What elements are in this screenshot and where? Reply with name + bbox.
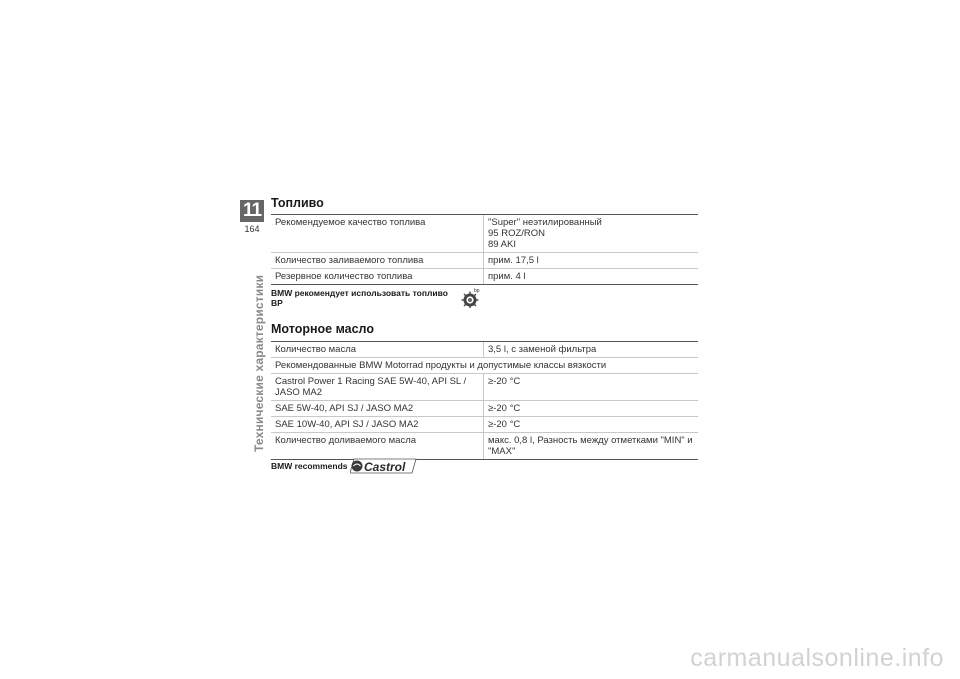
table-row bbox=[271, 417, 698, 433]
value-line: "Super" неэтилированный bbox=[488, 217, 602, 228]
castrol-logo-text: Castrol bbox=[364, 460, 406, 474]
row-value bbox=[483, 215, 698, 252]
castrol-logo-icon bbox=[350, 457, 418, 475]
row-value: ≥-20 °C bbox=[483, 417, 698, 432]
side-chapter-title: Технические характеристики bbox=[252, 274, 266, 452]
row-label bbox=[271, 374, 483, 400]
row-value: прим. 17,5 l bbox=[483, 253, 698, 268]
row-value: ≥-20 °C bbox=[483, 401, 698, 416]
fuel-heading: Топливо bbox=[271, 196, 324, 210]
page-number: 164 bbox=[244, 224, 260, 234]
label-line: Castrol Power 1 Racing SAE 5W-40, API SL / bbox=[275, 376, 467, 387]
table-row bbox=[271, 342, 698, 358]
chapter-number: 11 bbox=[240, 200, 264, 222]
row-label: SAE 10W-40, API SJ / JASO MA2 bbox=[275, 419, 419, 430]
bp-logo-icon bbox=[461, 286, 481, 308]
label-line: JASO MA2 bbox=[275, 387, 322, 398]
row-value: прим. 4 l bbox=[483, 269, 698, 284]
table-row bbox=[271, 215, 698, 253]
recommend-line: BP bbox=[271, 298, 283, 308]
row-label-full: Рекомендованные BMW Motorrad продукты и допустимые классы вязкости bbox=[275, 360, 607, 371]
row-value: 3,5 l, с заменой фильтра bbox=[483, 342, 698, 357]
value-line: 89 AKI bbox=[488, 239, 516, 250]
value-line: "MAX" bbox=[488, 446, 516, 457]
table-row bbox=[271, 269, 698, 285]
table-row bbox=[271, 374, 698, 401]
row-label: Количество заливаемого топлива bbox=[275, 255, 424, 266]
bp-logo-text: bp bbox=[474, 288, 480, 294]
oil-heading: Моторное масло bbox=[271, 322, 374, 336]
fuel-recommendation bbox=[271, 288, 456, 308]
row-value bbox=[483, 433, 698, 459]
table-row bbox=[271, 253, 698, 269]
table-row bbox=[271, 401, 698, 417]
oil-recommendation: BMW recommends bbox=[271, 461, 348, 471]
watermark: carmanualsonline.info bbox=[690, 644, 944, 672]
row-label: Количество масла bbox=[275, 344, 357, 355]
fuel-table bbox=[271, 214, 698, 285]
row-label: Рекомендуемое качество топлива bbox=[275, 217, 426, 228]
row-label: SAE 5W-40, API SJ / JASO MA2 bbox=[275, 403, 414, 414]
recommend-line: BMW рекомендует использовать топливо bbox=[271, 288, 448, 298]
table-row bbox=[271, 358, 698, 374]
value-line: макс. 0,8 l, Разность между отметками "MIN" и bbox=[488, 435, 693, 446]
row-label: Количество доливаемого масла bbox=[275, 435, 417, 446]
row-value: ≥-20 °C bbox=[483, 374, 698, 400]
oil-table bbox=[271, 341, 698, 460]
row-label: Резервное количество топлива bbox=[275, 271, 413, 282]
value-line: 95 ROZ/RON bbox=[488, 228, 546, 239]
table-row bbox=[271, 433, 698, 460]
